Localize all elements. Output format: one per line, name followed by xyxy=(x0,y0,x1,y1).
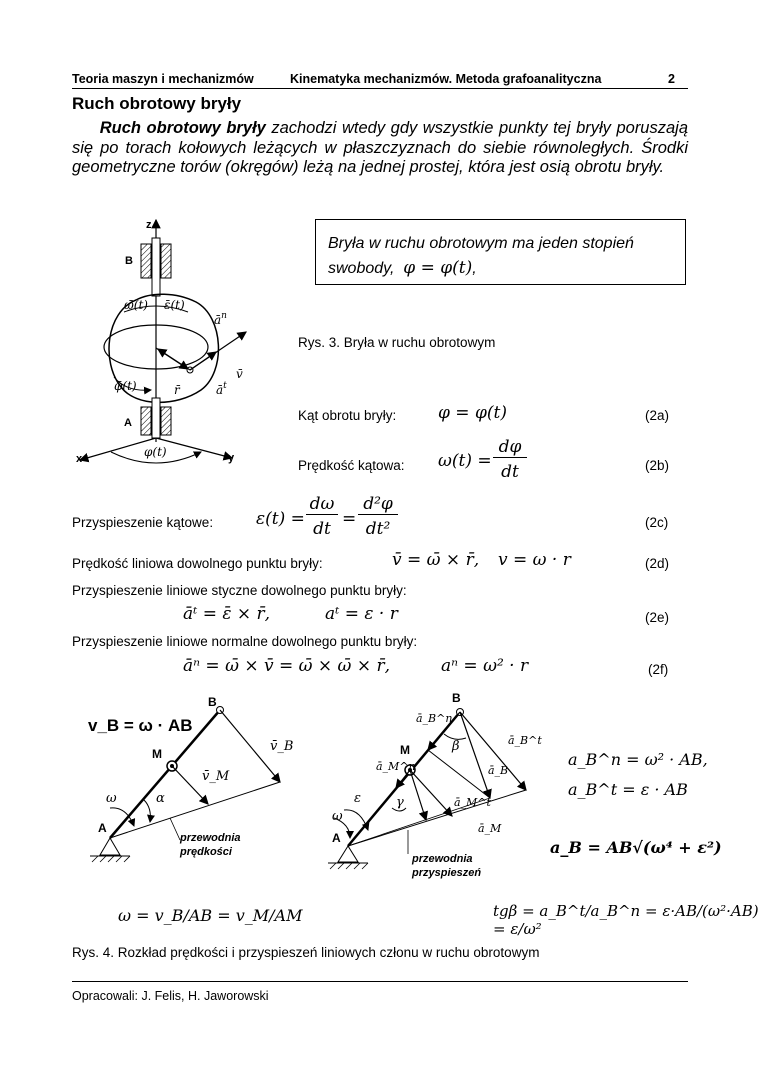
fig3-phi-t-label: φ(t) xyxy=(144,445,167,459)
eq2a-label: Kąt obrotu bryły: xyxy=(298,408,397,423)
fig4-right-aMt: ā_M^t xyxy=(454,796,491,809)
eq2e-f2: aᵗ = ε · r xyxy=(325,604,398,624)
footer-rule xyxy=(72,981,688,982)
fig3-an-label: $ā^n$ xyxy=(214,311,227,327)
fig4-right-aM: ā_M xyxy=(478,822,502,835)
fig4-right-aBn: ā_B^n xyxy=(416,712,453,725)
eq2b-lhs: ω(t) = xyxy=(438,451,492,471)
header-rule xyxy=(72,88,688,89)
fig4-right-gamma: γ xyxy=(396,795,404,810)
intro-rest: zachodzi wtedy gdy wszystkie punkty tej bryły poruszają się po torach kołowych leżących w płaszczyznach do siebie równoległych. Środki geometryczne torów (okręgów) leżą na jednej prostej, która jest osią obrotu bryły. xyxy=(72,119,689,177)
eq2c-f1-top: dω xyxy=(306,494,338,515)
fig4-left-A: A xyxy=(98,821,107,835)
eq2b-numerator: dφ xyxy=(493,437,527,458)
eq2b-denominator: dt xyxy=(501,462,519,482)
header-page-number: 2 xyxy=(668,72,675,86)
fig4-right-omega: ω xyxy=(332,809,343,824)
eq2a-number: (2a) xyxy=(645,408,670,423)
fig4-f4: tgβ = a_B^t/a_B^n = ε·AB/(ω²·AB) = ε/ω² xyxy=(493,902,759,938)
eq2f-number: (2f) xyxy=(648,662,669,677)
fig4-right-B: B xyxy=(452,691,461,705)
eq2b-label: Prędkość kątowa: xyxy=(298,458,405,473)
fig3-omega-label: ω̄(t) xyxy=(124,298,148,312)
fig4-left-alpha: α xyxy=(156,791,165,806)
fig4-left-vM: v̄_M xyxy=(202,769,230,784)
eq2c-f2-top: d²φ xyxy=(358,494,398,515)
eq2c-lhs: ε(t) = xyxy=(256,509,305,529)
fig4-f3: a_B = AB√(ω⁴ + ε²) xyxy=(550,838,722,857)
eq2f-f1: āⁿ = ω̄ × v̄ = ω̄ × ω̄ × r̄, xyxy=(183,656,391,676)
header-left: Teoria maszyn i mechanizmów xyxy=(72,72,254,86)
fig3-y-label: y xyxy=(228,452,235,464)
eq2f-f2: aⁿ = ω² · r xyxy=(441,656,529,676)
fig3-B-label: B xyxy=(125,255,133,267)
fig4-vb-formula: v_B = ω · AB xyxy=(88,716,193,735)
fig4-omega-formula: ω = v_B/AB = v_M/AM xyxy=(118,906,303,925)
eq2a-formula: φ = φ(t) xyxy=(438,403,507,423)
eq2e-label: Przyspieszenie liniowe styczne dowolnego punktu bryły: xyxy=(72,583,407,598)
fig4-right-aB: ā_B xyxy=(488,764,509,777)
fig4-f2: a_B^t = ε · AB xyxy=(568,780,688,799)
fig4-left-B: B xyxy=(208,695,217,709)
fig4-right-guide2: przyspieszeń xyxy=(412,867,482,879)
eq2c-number: (2c) xyxy=(645,515,669,530)
intro-paragraph xyxy=(72,119,688,178)
footer-authors: Opracowali: J. Felis, H. Jaworowski xyxy=(72,989,269,1003)
fig4-right-beta: β xyxy=(452,739,460,754)
eq2c-eq: = xyxy=(342,509,357,529)
fig3-at-label: $ā^t$ xyxy=(216,381,227,397)
fig4-f1: a_B^n = ω² · AB, xyxy=(568,750,708,769)
fig3-phi-label: φ̄(t) xyxy=(114,379,137,393)
eq2b-number: (2b) xyxy=(645,458,670,473)
fig3-eps-label: ε̄(t) xyxy=(164,298,185,312)
fig4-velocity-diagram xyxy=(80,690,310,885)
fig4-left-M: M xyxy=(152,747,162,761)
section-title: Ruch obrotowy bryły xyxy=(72,94,242,113)
eq2c-f1-bot: dt xyxy=(313,519,331,539)
fig3-caption: Rys. 3. Bryła w ruchu obrotowym xyxy=(298,335,496,350)
dof-box-formula: φ = φ(t) xyxy=(403,258,473,278)
fig4-right-guide1: przewodnia xyxy=(412,853,473,865)
dof-box xyxy=(315,219,686,285)
fig3-rotating-body xyxy=(66,212,290,472)
fig4-left-omega: ω xyxy=(106,791,117,806)
eq2d-number: (2d) xyxy=(645,556,670,571)
dof-box-line2: swobody, φ = φ(t), xyxy=(328,258,477,278)
eq2d-f1: v̄ = ω̄ × r̄, xyxy=(392,550,480,570)
fig3-v-label: v̄ xyxy=(236,367,243,381)
fig3-z-label: z xyxy=(146,219,152,231)
fig3-x-label: x xyxy=(76,453,83,465)
fig3-r-label: r̄ xyxy=(174,383,180,397)
fig4-right-aMn: ā_M^n xyxy=(376,760,416,773)
intro-lead: Ruch obrotowy bryły xyxy=(99,119,266,137)
eq2e-f1: āᵗ = ε̄ × r̄, xyxy=(183,604,271,624)
header-center: Kinematyka mechanizmów. Metoda grafoanalityczna xyxy=(290,72,602,86)
eq2f-label: Przyspieszenie liniowe normalne dowolnego punktu bryły: xyxy=(72,634,418,649)
fig3-A-label: A xyxy=(124,417,132,429)
eq2c-label: Przyspieszenie kątowe: xyxy=(72,515,214,530)
dof-box-line1: Bryła w ruchu obrotowym ma jeden stopień xyxy=(328,235,634,252)
fig4-right-A: A xyxy=(332,831,341,845)
fig4-left-vB: v̄_B xyxy=(270,739,294,754)
eq2e-number: (2e) xyxy=(645,610,670,625)
fig4-right-aBt: ā_B^t xyxy=(508,734,542,747)
fig4-right-M: M xyxy=(400,743,410,757)
fig4-right-eps: ε xyxy=(354,791,361,806)
fig4-acceleration-diagram xyxy=(320,690,560,890)
fig4-caption: Rys. 4. Rozkład prędkości i przyspieszeń liniowych członu w ruchu obrotowym xyxy=(72,945,540,960)
fig4-left-guide2: prędkości xyxy=(180,846,232,858)
fig4-left-guide1: przewodnia xyxy=(180,832,241,844)
eq2d-f2: v = ω · r xyxy=(498,550,571,570)
eq2d-label: Prędkość liniowa dowolnego punktu bryły: xyxy=(72,556,323,571)
eq2c-f2-bot: dt² xyxy=(365,519,391,539)
